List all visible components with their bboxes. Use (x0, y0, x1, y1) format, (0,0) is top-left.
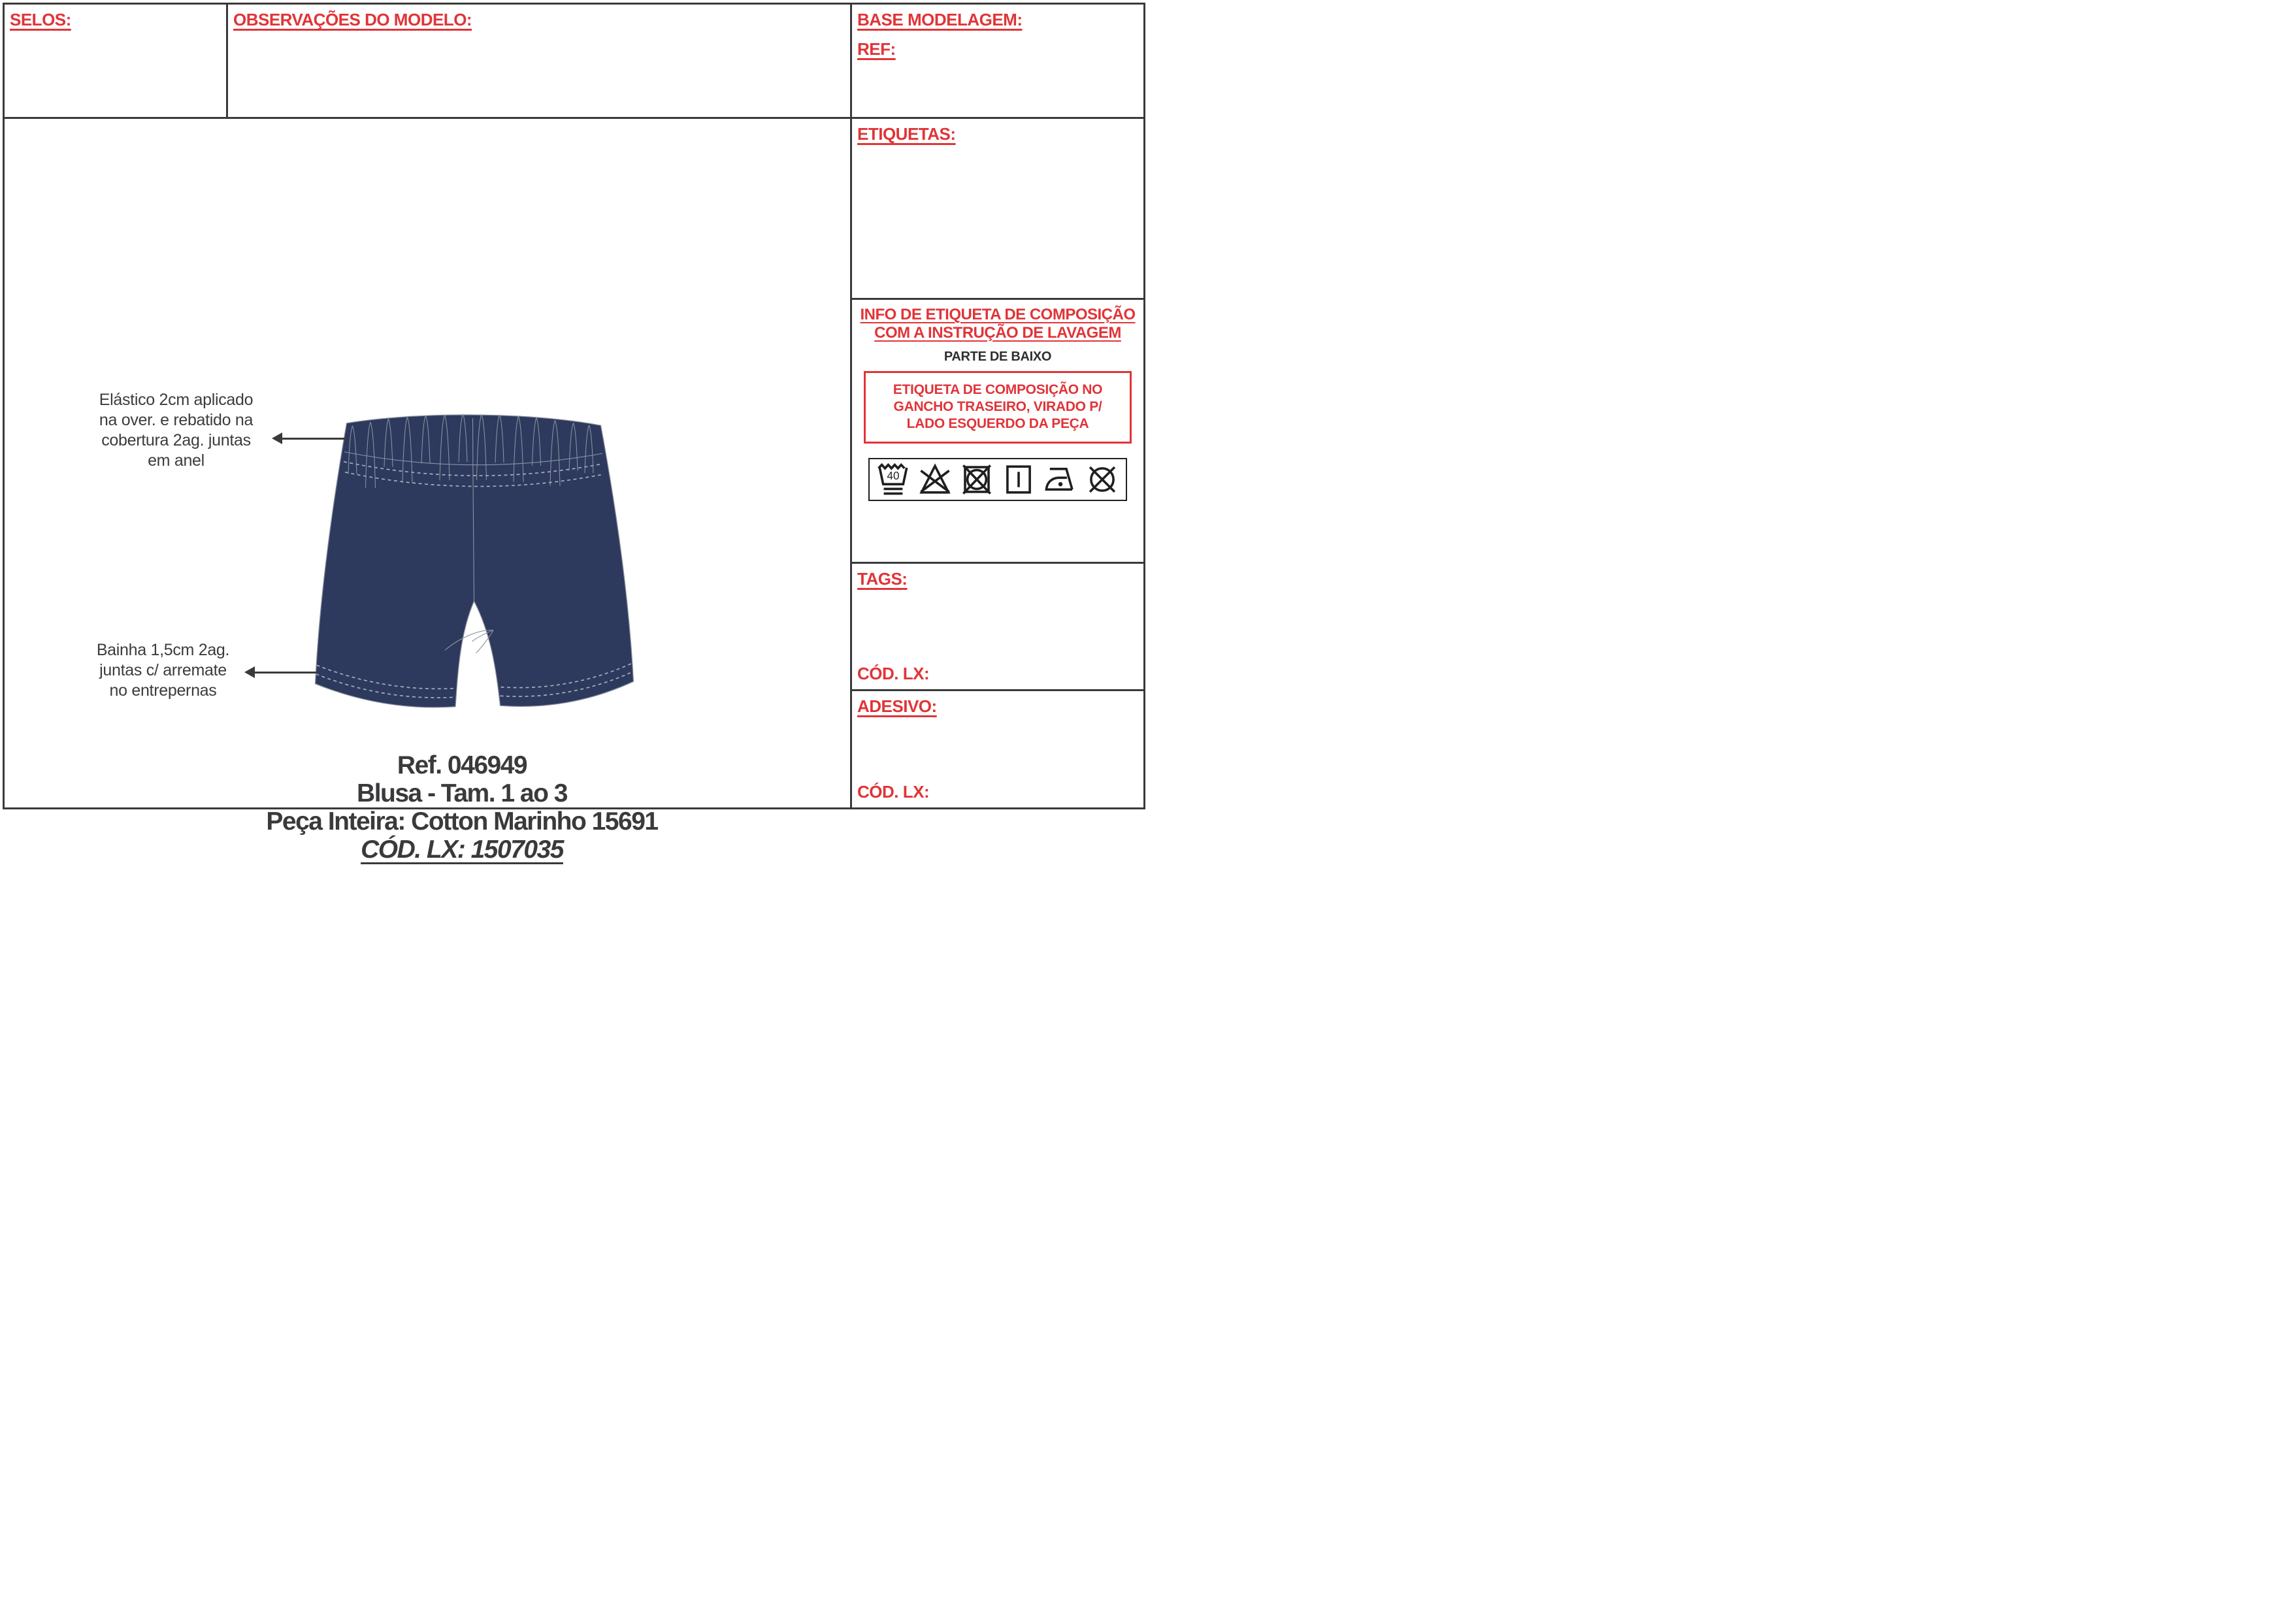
shorts-body-shape (316, 415, 634, 707)
ref-label: REF: (857, 39, 896, 59)
hem-annotation-arrow (254, 672, 317, 674)
annotation-line: Elástico 2cm aplicado (99, 391, 254, 409)
tags-box (850, 562, 1145, 691)
waistband-annotation (73, 390, 279, 471)
tech-sheet-page (0, 0, 1148, 864)
info-composicao-box (850, 298, 1145, 564)
etiquetas-box (850, 117, 1145, 300)
observacoes-box (226, 3, 852, 119)
selos-label: SELOS: (10, 10, 71, 29)
observacoes-label: OBSERVAÇÕES DO MODELO: (233, 10, 472, 29)
annotation-line: na over. e rebatido na (99, 411, 254, 429)
annotation-line: juntas c/ arremate (99, 661, 227, 679)
line-dry-icon (1001, 462, 1036, 497)
label-note-line3: LADO ESQUERDO DA PEÇA (906, 416, 1089, 431)
do-not-tumble-dry-icon (959, 462, 994, 497)
composition-label-note (864, 371, 1132, 444)
svg-text:40: 40 (887, 470, 900, 482)
parte-de-baixo-label: PARTE DE BAIXO (943, 349, 1052, 364)
iron-low-icon (1043, 462, 1078, 497)
cod-lx-tags-label: CÓD. LX: (857, 664, 930, 683)
hem-annotation (63, 640, 263, 701)
selos-box (3, 3, 228, 119)
annotation-line: cobertura 2ag. juntas (101, 431, 251, 449)
label-note-line1: ETIQUETA DE COMPOSIÇÃO NO (893, 382, 1103, 397)
product-cod-lx: CÓD. LX: 1507035 (361, 836, 563, 864)
etiquetas-label: ETIQUETAS: (857, 124, 956, 144)
info-title-line1: INFO DE ETIQUETA DE COMPOSIÇÃO (860, 306, 1136, 323)
cod-lx-adesivo-label: CÓD. LX: (857, 782, 930, 802)
info-title-line2: COM A INSTRUÇÃO DE LAVAGEM (874, 324, 1121, 342)
product-ref: Ref. 046949 (397, 751, 527, 779)
base-modelagem-box (850, 3, 1145, 119)
annotation-line: no entrepernas (109, 681, 217, 700)
product-fabric: Peça Inteira: Cotton Marinho 15691 (266, 807, 658, 836)
shorts-flat-sketch (312, 408, 635, 710)
adesivo-label: ADESIVO: (857, 696, 937, 716)
adesivo-box (850, 689, 1145, 809)
care-symbols-strip (868, 458, 1127, 501)
label-note-line2: GANCHO TRASEIRO, VIRADO P/ (893, 399, 1102, 414)
product-size: Blusa - Tam. 1 ao 3 (357, 779, 567, 807)
info-title (852, 306, 1143, 342)
do-not-dry-clean-icon (1085, 462, 1120, 497)
drawing-area (3, 117, 852, 864)
product-info-block (230, 751, 694, 864)
base-modelagem-label: BASE MODELAGEM: (857, 10, 1023, 29)
do-not-bleach-icon (917, 462, 953, 497)
annotation-line: em anel (148, 451, 205, 470)
wash-40-mild-icon (876, 462, 911, 497)
waistband-annotation-arrow (282, 438, 350, 440)
tags-label: TAGS: (857, 569, 908, 589)
annotation-line: Bainha 1,5cm 2ag. (96, 641, 230, 659)
